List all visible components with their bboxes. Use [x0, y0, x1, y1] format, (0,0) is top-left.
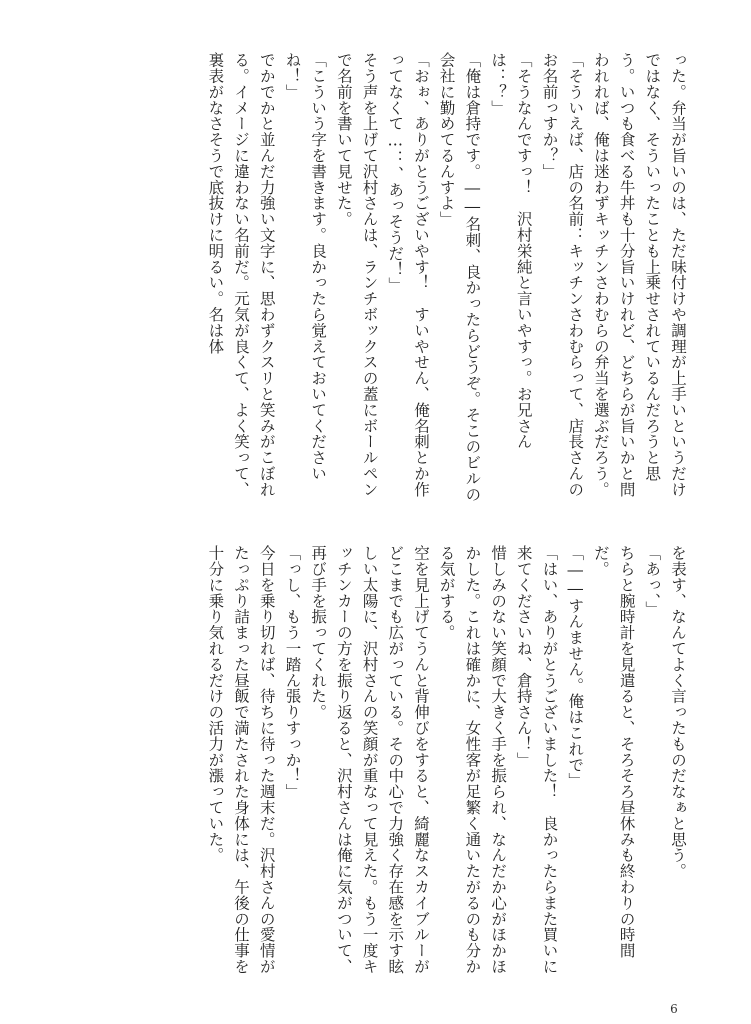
- paragraph: 「――すんません。俺はこれで」: [566, 545, 585, 789]
- bottom-text-block: [112, 545, 690, 985]
- paragraph: 「こういう字を書きます。良かったら覚えておいてくださいね！」: [283, 52, 328, 482]
- paragraph: でかでかと並んだ力強い文字に、思わずクスリと笑みがこぼれる。イメージに違わない名前だ。元気が良くて、よく笑って、裏表がなさそうで底抜けに明るい。名は体: [206, 52, 276, 498]
- top-text-block: [112, 52, 690, 504]
- paragraph: を表す、なんてよく言ったものだなぁと思う。: [669, 545, 687, 879]
- paragraph: 「そうなんですっ！ 沢村栄純と言いやすっ。お兄さんは：？」: [489, 52, 533, 450]
- paragraph: った。弁当が旨いのは、ただ味付けや調理が上手いというだけではなく、そういったことも上乗せされているんだろうと思う。いつも食べる牛丼も十分旨いけれど、どちらが旨いかと問われれば、俺は迷わずキッチンさわむらの弁当を選ぶだろう。: [591, 52, 687, 498]
- paragraph: 空を見上げてうんと背伸びをすると、綺麗なスカイブルーがどこまでも広がっている。その中心で力強く存在感を示す眩しい太陽に、沢村さんの笑顔が重なって見えた。もう一度キッチンカーの方を振り返ると、沢村さんは俺に気がついて、再び手を振ってくれた。: [309, 545, 430, 975]
- paragraph: 「っし、もう一踏ん張りすっか！」: [283, 545, 302, 800]
- paragraph: 今日を乗り切れば、待ちに待った週末だ。沢村さんの愛情がたっぷり詰まった昼飯で満たされた身体には、午後の仕事を十分に乗り気れるだけの活力が漲っていた。: [206, 545, 276, 975]
- paragraph: 「はい、ありがとうございました！ 良かったらまた買いに来てくださいね、倉持さん！」: [514, 545, 559, 975]
- paragraph: そう声を上げて沢村さんは、ランチボックスの蓋にボールペンで名前を書いて見せた。: [334, 52, 379, 498]
- paragraph: 「俺は倉持です。――名刺、良かったらどうぞ。そこのビルの会社に勤めてるんすよ」: [437, 52, 482, 503]
- paragraph: 「おぉ、ありがとうございやす！ すいやせん、俺名刺とか作ってなくて…：、あっそうだ！」: [386, 52, 430, 498]
- paragraph: 「あっ、」: [643, 545, 662, 617]
- page-number: 6: [670, 1002, 678, 1016]
- paragraph: 惜しみのない笑顔で大きく手を振られ、なんだか心がほかほかした。これは確かに、女性客が足繁く通いたがるのも分かる気がする。: [437, 545, 508, 975]
- paragraph: ちらと腕時計を見遣ると、そろそろ昼休みも終わりの時間だ。: [591, 545, 636, 959]
- paragraph: 「そういえば、店の名前：キッチンさわむらって、店長さんのお名前っすか？」: [540, 52, 585, 498]
